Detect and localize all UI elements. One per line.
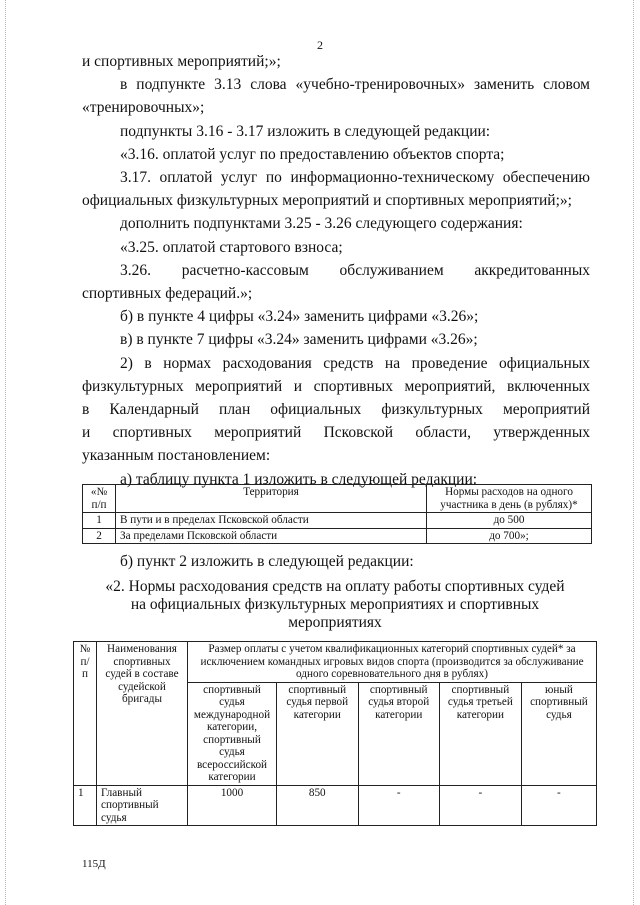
- section-heading: [70, 578, 600, 632]
- left-page-edge: [5, 0, 7, 905]
- referee-payment-table: [73, 641, 597, 826]
- table-header-cell: «№ п/п: [83, 485, 116, 513]
- heading-line: на официальных физкультурных мероприятиях и спортивных: [130, 596, 540, 613]
- table-cell: За пределами Псковской области: [116, 528, 427, 544]
- page-number: 2: [317, 38, 323, 52]
- table-row: [83, 513, 592, 529]
- table-cell: -: [358, 785, 439, 826]
- text-line: а) таблицу пункта 1 изложить в следующей редакции:: [120, 470, 478, 488]
- text-line: 2) в нормах расходования средств на проведение официальных: [120, 354, 590, 372]
- table-cell: -: [439, 785, 521, 826]
- table-cell: -: [521, 785, 596, 826]
- text-line: дополнить подпунктами 3.25 - 3.26 следующего содержания:: [120, 215, 523, 233]
- body-text: [82, 50, 590, 491]
- text-line: «3.25. оплатой стартового взноса;: [120, 238, 343, 256]
- text-line: спортивных федераций.»;: [82, 285, 253, 303]
- text-line: б) пункт 2 изложить в следующей редакции:: [120, 553, 414, 570]
- table-header-cell: Наименования спортивных судей в составе судейской бригады: [97, 642, 188, 786]
- table-header-cell: юный спортивный судья: [521, 682, 596, 785]
- table-header-cell: спортивный судья третьей категории: [439, 682, 521, 785]
- table-header-row: [83, 485, 592, 513]
- text-line: подпункты 3.16 - 3.17 изложить в следующей редакции:: [120, 122, 491, 140]
- table-header-cell: Размер оплаты с учетом квалификационных категорий спортивных судей* за исключением командных игровых видов спорта (производится за обслуживание одного соревновательного дня в рублях): [188, 642, 597, 683]
- text-line: в Календарный план официальных физкультурных мероприятий: [82, 401, 590, 419]
- text-line: в подпункте 3.13 слова «учебно-тренировочных» заменить словом: [120, 76, 590, 94]
- table-cell: 2: [83, 528, 116, 544]
- table-cell: Главный спортивный судья: [97, 785, 188, 826]
- table-cell: 850: [277, 785, 359, 826]
- text-line: указанным постановлением:: [82, 447, 271, 465]
- table-row: [83, 528, 592, 544]
- text-line: в) в пункте 7 цифры «3.24» заменить цифрами «3.26»;: [120, 331, 478, 349]
- after-table-text: [82, 550, 590, 573]
- heading-line: мероприятиях: [288, 614, 382, 631]
- text-line: физкультурных мероприятий и спортивных мероприятий, включенных: [82, 377, 590, 395]
- table-cell: до 700»;: [427, 528, 592, 544]
- table-header-row: [74, 642, 597, 683]
- heading-line: «2. Нормы расходования средств на оплату работы спортивных судей: [105, 578, 565, 595]
- right-page-edge: [633, 0, 635, 905]
- table-header-cell: спортивный судья первой категории: [277, 682, 359, 785]
- table-cell: 1: [74, 785, 97, 826]
- table-cell: до 500: [427, 513, 592, 529]
- table-header-cell: Нормы расходов на одного участника в день (в рублях)*: [427, 485, 592, 513]
- text-line: «тренировочных»;: [82, 99, 205, 117]
- table-header-cell: спортивный судья международной категории, спортивный судья всероссийской категории: [188, 682, 277, 785]
- table-row: [74, 785, 597, 826]
- document-code: 115Д: [82, 858, 106, 870]
- text-line: 3.17. оплатой услуг по информационно-техническому обеспечению: [120, 169, 590, 187]
- table-cell: 1: [83, 513, 116, 529]
- table-header-cell: № п/п: [74, 642, 97, 786]
- text-line: 3.26. расчетно-кассовым обслуживанием аккредитованных: [120, 261, 590, 279]
- table-cell: 1000: [188, 785, 277, 826]
- territory-norms-table: [82, 484, 592, 544]
- text-line: официальных физкультурных мероприятий и спортивных мероприятий;»;: [82, 192, 572, 210]
- text-line: и спортивных мероприятий Псковской области, утвержденных: [82, 424, 590, 442]
- table-header-cell: Территория: [116, 485, 427, 513]
- text-line: «3.16. оплатой услуг по предоставлению объектов спорта;: [120, 145, 505, 163]
- table-cell: В пути и в пределах Псковской области: [116, 513, 427, 529]
- text-line: б) в пункте 4 цифры «3.24» заменить цифрами «3.26»;: [120, 308, 479, 326]
- text-line: и спортивных мероприятий;»;: [82, 53, 281, 70]
- table-header-cell: спортивный судья второй категории: [358, 682, 439, 785]
